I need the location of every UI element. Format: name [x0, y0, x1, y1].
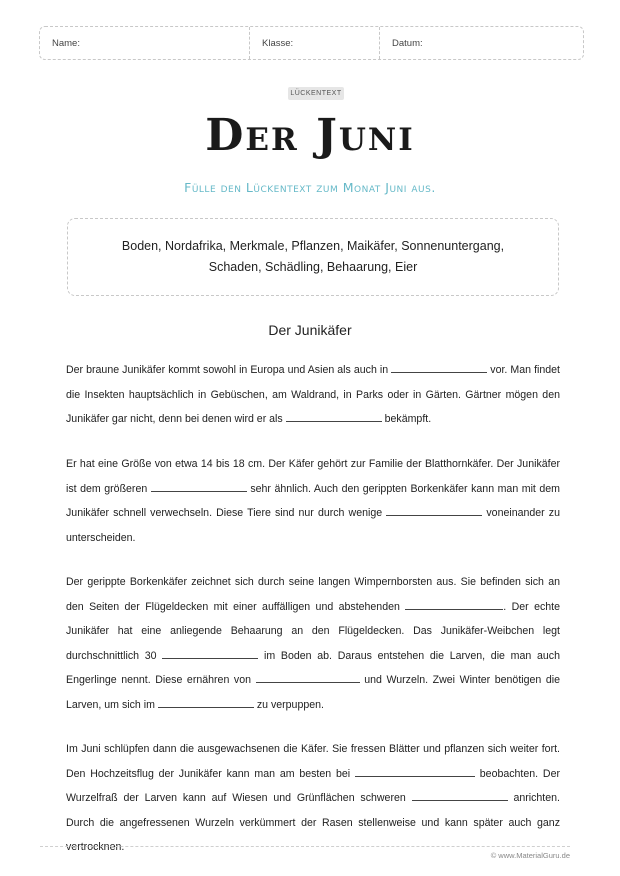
name-label: Name:: [52, 37, 80, 49]
paragraph-2: [66, 452, 560, 550]
word-bank-line: Schaden, Schädling, Behaarung, Eier: [208, 260, 418, 274]
text-segment: Er hat eine Größe von etwa 14 bis 18 cm. Der Käfer gehört zur Familie der Blatthornkäfer. Der Junikäfer ist dem größeren: [66, 458, 560, 495]
text-segment: . Der echte Junikäfer hat eine anliegende Behaarung an den Flügeldecken. Das Junikäfer-Weibchen legt durchschnittlich 30: [66, 600, 560, 662]
text-segment: voneinander zu unterscheiden.: [66, 507, 560, 544]
gap-blank-9[interactable]: [355, 765, 475, 777]
footer-divider: [40, 846, 570, 847]
class-label: Klasse:: [262, 37, 294, 49]
gap-blank-6[interactable]: [162, 647, 258, 659]
gap-blank-3[interactable]: [151, 480, 247, 492]
page-title: Der Juni: [205, 110, 415, 161]
word-bank-line: Boden, Nordafrika, Merkmale, Pflanzen, Maikäfer, Sonnenuntergang,: [121, 239, 505, 253]
gap-blank-5[interactable]: [405, 598, 503, 610]
text-segment: vor. Man findet die Insekten hauptsächlich in Gebüschen, am Waldrand, in Parks oder in Gärten. Gärtner mögen den Junikäfer gar nicht, denn bei denen wird er als: [66, 364, 560, 425]
text-segment: anrichten. Durch die angefressenen Wurzeln verkümmert der Rasen stellenweise und kann später auch ganz vertrocknen.: [66, 792, 560, 853]
text-segment: zu verpuppen.: [256, 698, 324, 711]
gap-blank-1[interactable]: [391, 361, 487, 373]
copyright-footer: © www.MaterialGuru.de: [490, 851, 570, 860]
word-bank: [67, 218, 559, 296]
text-segment: und Wurzeln. Zwei Winter benötigen die Larven, um sich im: [66, 674, 561, 711]
text-segment: beobachten. Der Wurzelfraß der Larven kann auf Wiesen und Grünflächen schweren: [66, 767, 560, 804]
paragraph-1: [66, 358, 560, 432]
gap-blank-2[interactable]: [286, 410, 382, 422]
worksheet-type-badge: LÜCKENTEXT: [288, 87, 344, 100]
gap-blank-8[interactable]: [158, 696, 254, 708]
paragraph-4: [66, 737, 560, 860]
date-label: Datum:: [392, 37, 423, 49]
date-field[interactable]: [380, 27, 583, 59]
text-segment: sehr ähnlich. Auch den gerippten Borkenkäfer kann man mit dem Junikäfer schnell verwechseln. Diese Tiere sind nur durch wenige: [66, 482, 560, 519]
gap-blank-10[interactable]: [412, 789, 508, 801]
text-segment: Der gerippte Borkenkäfer zeichnet sich durch seine langen Wimpernborsten aus. Sie befinden sich an den Seiten der Flügeldecken mit einer auffälligen und abstehenden: [66, 576, 560, 613]
text-segment: Der braune Junikäfer kommt sowohl in Europa und Asien als auch in: [66, 364, 389, 376]
student-info-header: [39, 26, 584, 60]
page-subtitle: Fülle den Lückentext zum Monat Juni aus.: [184, 180, 436, 195]
text-segment: im Boden ab. Daraus entstehen die Larven, die man auch Engerlinge nennt. Diese ernähren von: [66, 649, 560, 686]
paragraph-3: [66, 570, 560, 717]
text-segment: bekämpft.: [384, 413, 432, 425]
gap-blank-7[interactable]: [256, 671, 360, 683]
gap-blank-4[interactable]: [386, 504, 482, 516]
text-segment: Im Juni schlüpfen dann die ausgewachsenen die Käfer. Sie fressen Blätter und pflanzen sich weiter fort. Den Hochzeitsflug der Junikäfer kann man am besten bei: [66, 743, 560, 780]
class-field[interactable]: [250, 27, 380, 59]
name-field[interactable]: [40, 27, 250, 59]
section-heading: Der Junikäfer: [268, 322, 352, 338]
